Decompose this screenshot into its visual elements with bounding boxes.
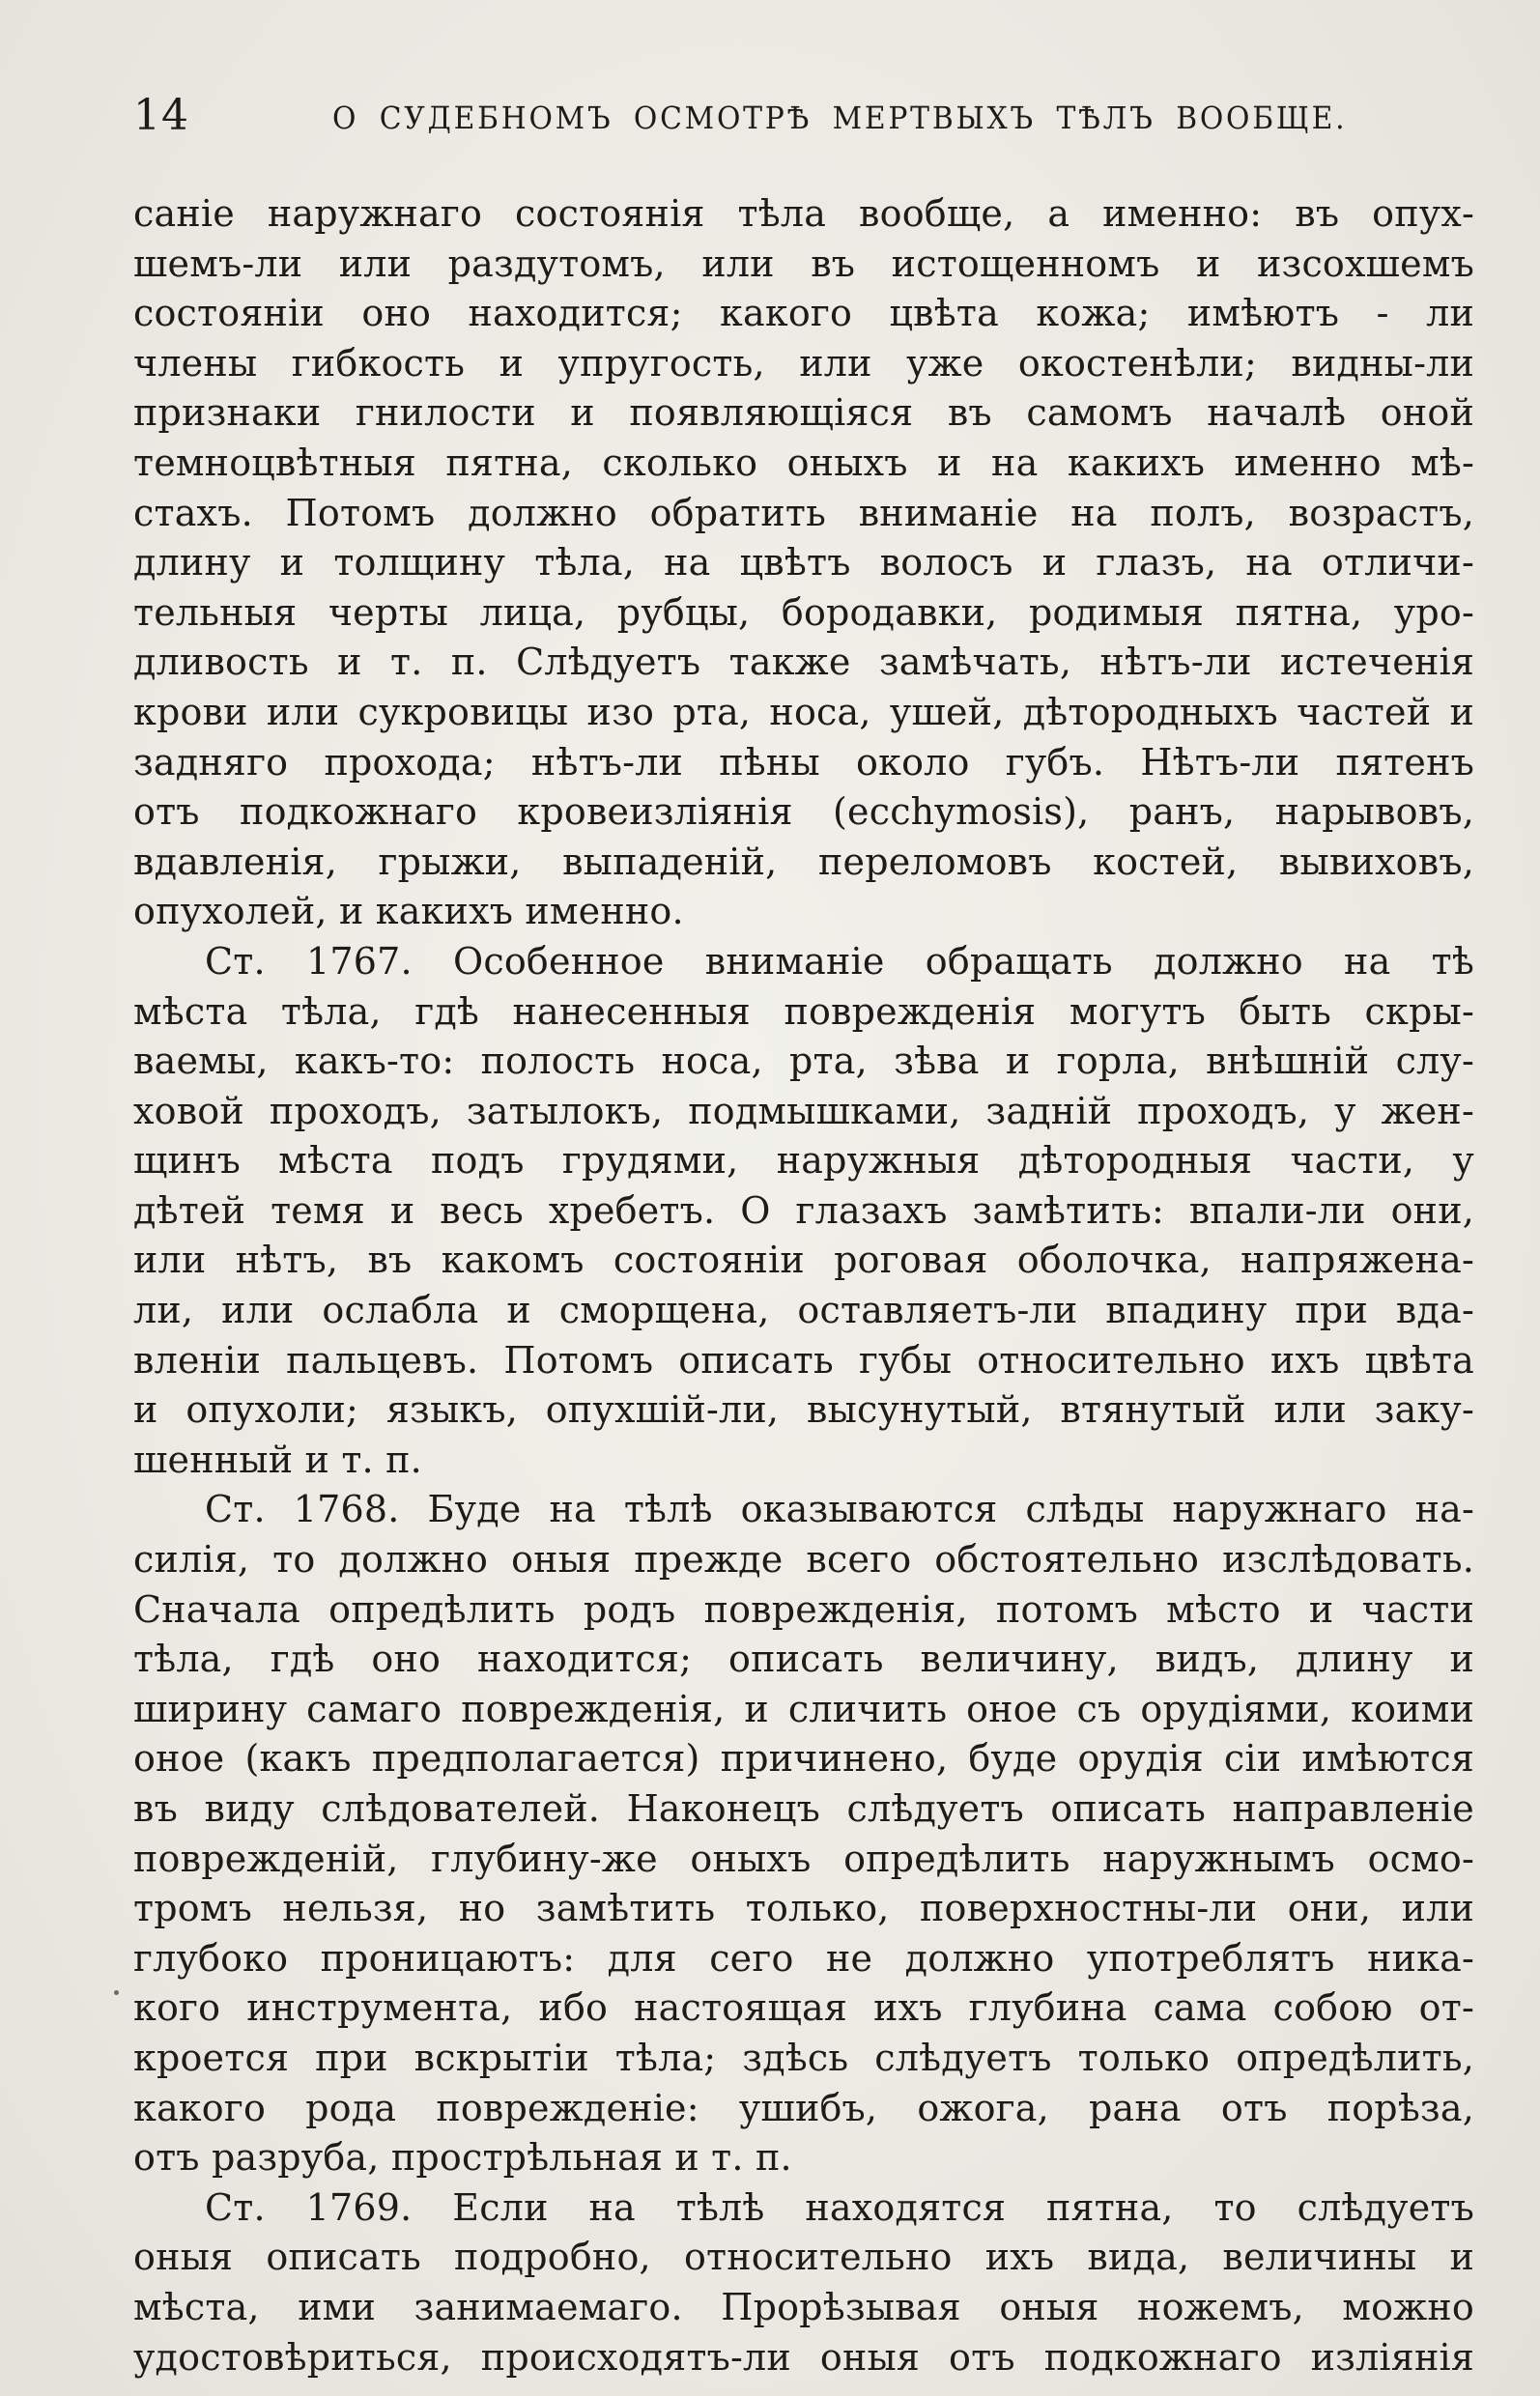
text-line: состояніи оно находится; какого цвѣта кожа; имѣютъ - ли <box>133 292 1474 335</box>
text-line: какого рода поврежденіе: ушибъ, ожога, рана отъ порѣза, <box>133 2086 1474 2129</box>
text-line: ховой проходъ, затылокъ, подмышками, задній проходъ, у жен- <box>133 1089 1474 1132</box>
text-line: шемъ-ли или раздутомъ, или въ истощенномъ и изсохшемъ <box>133 242 1474 285</box>
text-line: тромъ нельзя, но замѣтить только, поверхностны-ли они, или <box>133 1887 1474 1930</box>
page-header <box>133 89 1348 147</box>
text-line: и опухоли; языкъ, опухшій-ли, высунутый, втянутый или заку- <box>133 1388 1474 1432</box>
text-line: крови или сукровицы изо рта, носа, ушей, дѣтородныхъ частей и <box>133 690 1474 733</box>
text-line: кого инструмента, ибо настоящая ихъ глубина сама собою от- <box>133 1986 1474 2030</box>
text-line: или нѣтъ, въ какомъ состояніи роговая оболочка, напряжена- <box>133 1239 1474 1282</box>
text-line: стахъ. Потомъ должно обратить вниманіе на полъ, возрастъ, <box>133 491 1474 534</box>
text-line: удостовѣриться, происходятъ-ли оныя отъ подкожнаго изліянія <box>133 2335 1474 2379</box>
text-line: оныя описать подробно, относительно ихъ вида, величины и <box>133 2236 1474 2279</box>
text-line: мѣста, ими занимаемаго. Прорѣзывая оныя ножемъ, можно <box>133 2285 1474 2328</box>
text-line: Сначала опредѣлить родъ поврежденія, потомъ мѣсто и части <box>133 1587 1474 1631</box>
text-line: темноцвѣтныя пятна, сколько оныхъ и на какихъ именно мѣ- <box>133 441 1474 484</box>
text-line: тѣла, гдѣ оно находится; описать величину, видъ, длину и <box>133 1638 1474 1681</box>
article-1768-start: Ст. 1768. Буде на тѣлѣ оказываются слѣды наружнаго на- <box>205 1488 1474 1531</box>
running-head: О СУДЕБНОМЪ ОСМОТРѢ МЕРТВЫХЪ ТѢЛЪ ВООБЩЕ. <box>332 100 1348 136</box>
body-text <box>133 189 1474 2382</box>
text-line: вленіи пальцевъ. Потомъ описать губы относительно ихъ цвѣта <box>133 1338 1474 1382</box>
text-line: длину и толщину тѣла, на цвѣтъ волосъ и глазъ, на отличи- <box>133 541 1474 585</box>
article-1767-start: Ст. 1767. Особенное вниманіе обращать должно на тѣ <box>205 939 1474 983</box>
text-line: ширину самаго поврежденія, и сличить оное съ орудіями, коими <box>133 1687 1474 1730</box>
text-line: кроется при вскрытіи тѣла; здѣсь слѣдуетъ только опредѣлить, <box>133 2036 1474 2079</box>
text-line: въ виду слѣдователей. Наконецъ слѣдуетъ описать направленіе <box>133 1787 1474 1830</box>
text-line: поврежденій, глубину-же оныхъ опредѣлить наружнымъ осмо- <box>133 1837 1474 1880</box>
text-line: щинъ мѣста подъ грудями, наружныя дѣтородныя части, у <box>133 1139 1474 1183</box>
text-line: оное (какъ предполагается) причинено, буде орудія сіи имѣются <box>133 1737 1474 1781</box>
text-line: задняго прохода; нѣтъ-ли пѣны около губъ. Нѣтъ-ли пятенъ <box>133 740 1474 784</box>
text-line: отъ подкожнаго кровеизліянія (ecchymosis), ранъ, нарывовъ, <box>133 790 1474 834</box>
text-line: мѣста тѣла, гдѣ нанесенныя поврежденія могутъ быть скры- <box>133 989 1474 1033</box>
text-line: вдавленія, грыжи, выпаденій, переломовъ костей, вывиховъ, <box>133 840 1474 883</box>
text-line: глубоко проницаютъ: для сего не должно употреблятъ ника- <box>133 1936 1474 1980</box>
text-line: ли, или ослабла и сморщена, оставляетъ-ли впадину при вда- <box>133 1289 1474 1332</box>
text-line: опухолей, и какихъ именно. <box>133 890 684 933</box>
text-line: дливость и т. п. Слѣдуетъ также замѣчать, нѣтъ-ли истеченія <box>133 641 1474 684</box>
text-line: ваемы, какъ-то: полость носа, рта, зѣва и горла, внѣшній слу- <box>133 1040 1474 1083</box>
text-line: дѣтей темя и весь хребетъ. О глазахъ замѣтить: впали-ли они, <box>133 1188 1474 1232</box>
text-line: шенный и т. п. <box>133 1438 422 1481</box>
article-1769-start: Ст. 1769. Если на тѣлѣ находятся пятна, то слѣдуетъ <box>205 2185 1474 2229</box>
text-line: члены гибкость и упругость, или уже окостенѣли; видны-ли <box>133 341 1474 385</box>
text-line: тельныя черты лица, рубцы, бородавки, родимыя пятна, уро- <box>133 590 1474 634</box>
text-line: признаки гнилости и появляющіяся въ самомъ началѣ оной <box>133 391 1474 435</box>
paper-speck <box>114 1990 119 1995</box>
text-line: отъ разруба, прострѣльная и т. п. <box>133 2136 792 2180</box>
text-line: силія, то должно оныя прежде всего обстоятельно изслѣдовать. <box>133 1538 1474 1582</box>
text-line: саніе наружнаго состоянія тѣла вообще, а именно: въ опух- <box>133 192 1474 235</box>
page-number: 14 <box>133 91 189 140</box>
